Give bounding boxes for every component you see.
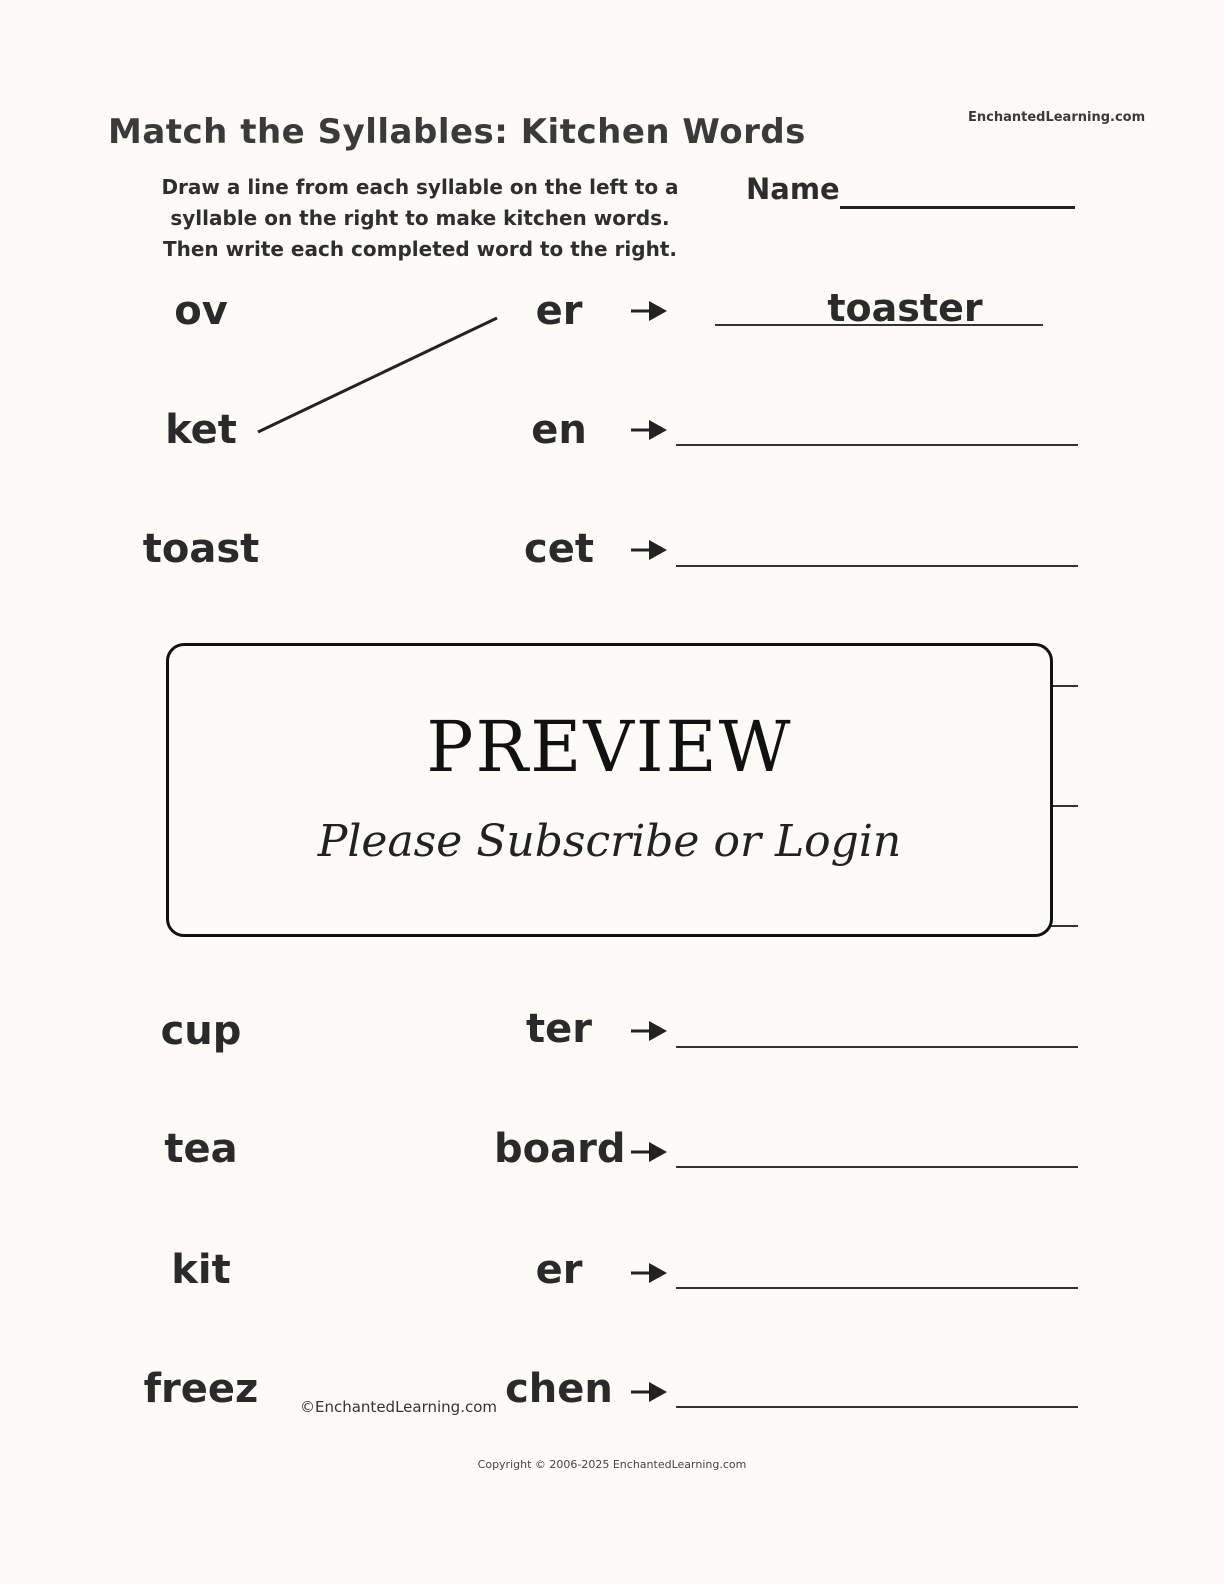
footer-copyright: Copyright © 2006-2025 EnchantedLearning.com [477, 1458, 747, 1471]
left-syllable: cup [160, 1008, 242, 1054]
answer-line[interactable] [715, 324, 1043, 326]
answer-line[interactable] [676, 444, 1078, 446]
left-syllable: toast [142, 526, 260, 572]
instruction-line: syllable on the right to make kitchen words. [170, 206, 670, 230]
left-syllable: ket [165, 407, 237, 453]
left-syllable: ov [174, 288, 228, 334]
instruction-line: Draw a line from each syllable on the left to a [161, 175, 679, 199]
right-syllable: er [535, 1247, 583, 1293]
right-syllable: cet [524, 526, 594, 572]
arrow-right-icon [631, 1019, 671, 1043]
right-syllable: ter [526, 1006, 592, 1052]
left-syllable: tea [164, 1126, 238, 1172]
answer-line[interactable] [676, 1046, 1078, 1048]
arrow-right-icon [631, 1261, 671, 1285]
arrow-right-icon [631, 1140, 671, 1164]
arrow-right-icon [631, 418, 671, 442]
instruction-line: Then write each completed word to the right. [162, 237, 677, 261]
arrow-right-icon [631, 538, 671, 562]
preview-overlay[interactable] [166, 643, 1053, 937]
right-syllable: chen [505, 1366, 613, 1412]
arrow-right-icon [631, 1380, 671, 1404]
left-syllable: freez [143, 1366, 259, 1412]
right-syllable: er [535, 288, 583, 334]
preview-title: PREVIEW [426, 706, 793, 788]
answer-line[interactable] [676, 1166, 1078, 1168]
page-title: Match the Syllables: Kitchen Words [108, 112, 806, 152]
answer-line-stub [1050, 685, 1078, 687]
right-syllable: en [531, 407, 587, 453]
right-syllable: board [494, 1126, 626, 1172]
example-answer: toaster [827, 286, 983, 330]
site-label[interactable]: EnchantedLearning.com [968, 110, 1146, 125]
answer-line-stub [1050, 805, 1078, 807]
answer-line[interactable] [676, 1287, 1078, 1289]
arrow-right-icon [631, 299, 671, 323]
answer-line[interactable] [676, 565, 1078, 567]
answer-line[interactable] [676, 1406, 1078, 1408]
copyright-mark: ©EnchantedLearning.com [300, 1398, 497, 1416]
subscribe-login-link[interactable]: Please Subscribe or Login [317, 816, 902, 867]
answer-line-stub [1050, 925, 1078, 927]
left-syllable: kit [171, 1247, 231, 1293]
name-label: Name [746, 172, 840, 206]
